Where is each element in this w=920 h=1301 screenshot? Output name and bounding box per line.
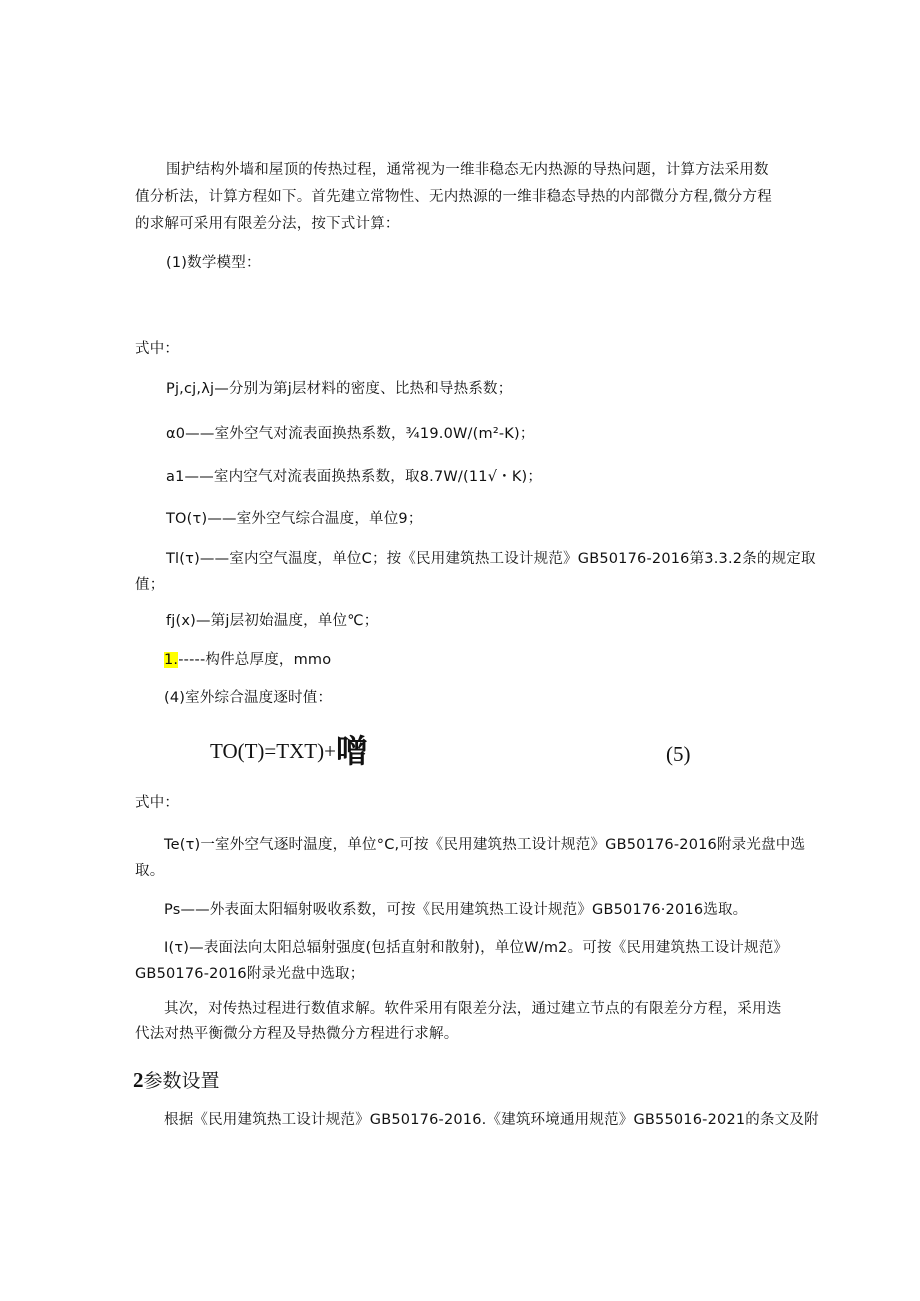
equation-5: [210, 732, 368, 770]
intro-line-1: 围护结构外墙和屋顶的传热过程，通常视为一维非稳态无内热源的导热问题，计算方法采用数: [166, 162, 769, 178]
thickness-text: -----构件总厚度，mmo: [178, 652, 332, 668]
final-line: 根据《民用建筑热工设计规范》GB50176-2016.《建筑环境通用规范》GB55016-2021的条文及附: [164, 1112, 819, 1128]
definition-te-line-1: Te(τ)一室外空气逐时温度，单位°C,可按《民用建筑热工设计规范》GB50176-2016附录光盘中选: [164, 837, 806, 853]
equation-number: (5): [666, 742, 691, 766]
where-label-1: 式中：: [135, 341, 180, 357]
solve-line-1: 其次，对传热过程进行数值求解。软件采用有限差分法，通过建立节点的有限差分方程，采用迭: [164, 1001, 782, 1017]
section-number: 2: [133, 1068, 144, 1092]
where-label-2: 式中：: [135, 795, 180, 811]
definition-te-line-2: 取。: [135, 863, 165, 879]
equation-text: TO(T)=TXT)+: [210, 739, 336, 763]
definition-indoor-temp-line-1: Tl(τ)——室内空气温度，单位C；按《民用建筑热工设计规范》GB50176-2016第3.3.2条的规定取: [166, 551, 816, 567]
definition-density: Pj,cj,λj—分别为第j层材料的密度、比热和导热系数；: [166, 381, 513, 397]
section-title: 参数设置: [143, 1070, 220, 1092]
solve-line-2: 代法对热平衡微分方程及导热微分方程进行求解。: [135, 1026, 459, 1042]
definition-initial-temp: fj(x)—第j层初始温度，单位℃；: [166, 613, 379, 629]
outdoor-temp-heading: (4)室外综合温度逐时值：: [164, 690, 333, 706]
model-heading: (1)数学模型：: [166, 255, 261, 271]
definition-alpha0: α0——室外空气对流表面换热系数，¾19.0W/(m²-K)；: [166, 426, 535, 442]
definition-outdoor-temp: TO(τ)——室外空气综合温度，单位9；: [166, 511, 423, 527]
definition-thickness: [164, 648, 331, 672]
section-2-heading: [133, 1066, 220, 1095]
definition-i-line-1: I(τ)—表面法向太阳总辐射强度(包括直射和散射)，单位W/m2。可按《民用建筑热工设计规范》: [164, 940, 789, 956]
highlight-marker: 1.: [164, 652, 179, 668]
definition-indoor-temp-line-2: 值；: [135, 577, 165, 593]
definition-alpha1: a1——室内空气对流表面换热系数，取8.7W/(11√・K)；: [166, 469, 543, 485]
definition-ps: Ps——外表面太阳辐射吸收系数，可按《民用建筑热工设计规范》GB50176·2016选取。: [164, 902, 748, 918]
intro-line-3: 的求解可采用有限差分法，按下式计算：: [135, 216, 400, 232]
definition-i-line-2: GB50176-2016附录光盘中选取；: [135, 966, 365, 982]
equation-glyph: 噌: [335, 732, 368, 770]
intro-line-2: 值分析法，计算方程如下。首先建立常物性、无内热源的一维非稳态导热的内部微分方程,微分方程: [135, 189, 772, 205]
